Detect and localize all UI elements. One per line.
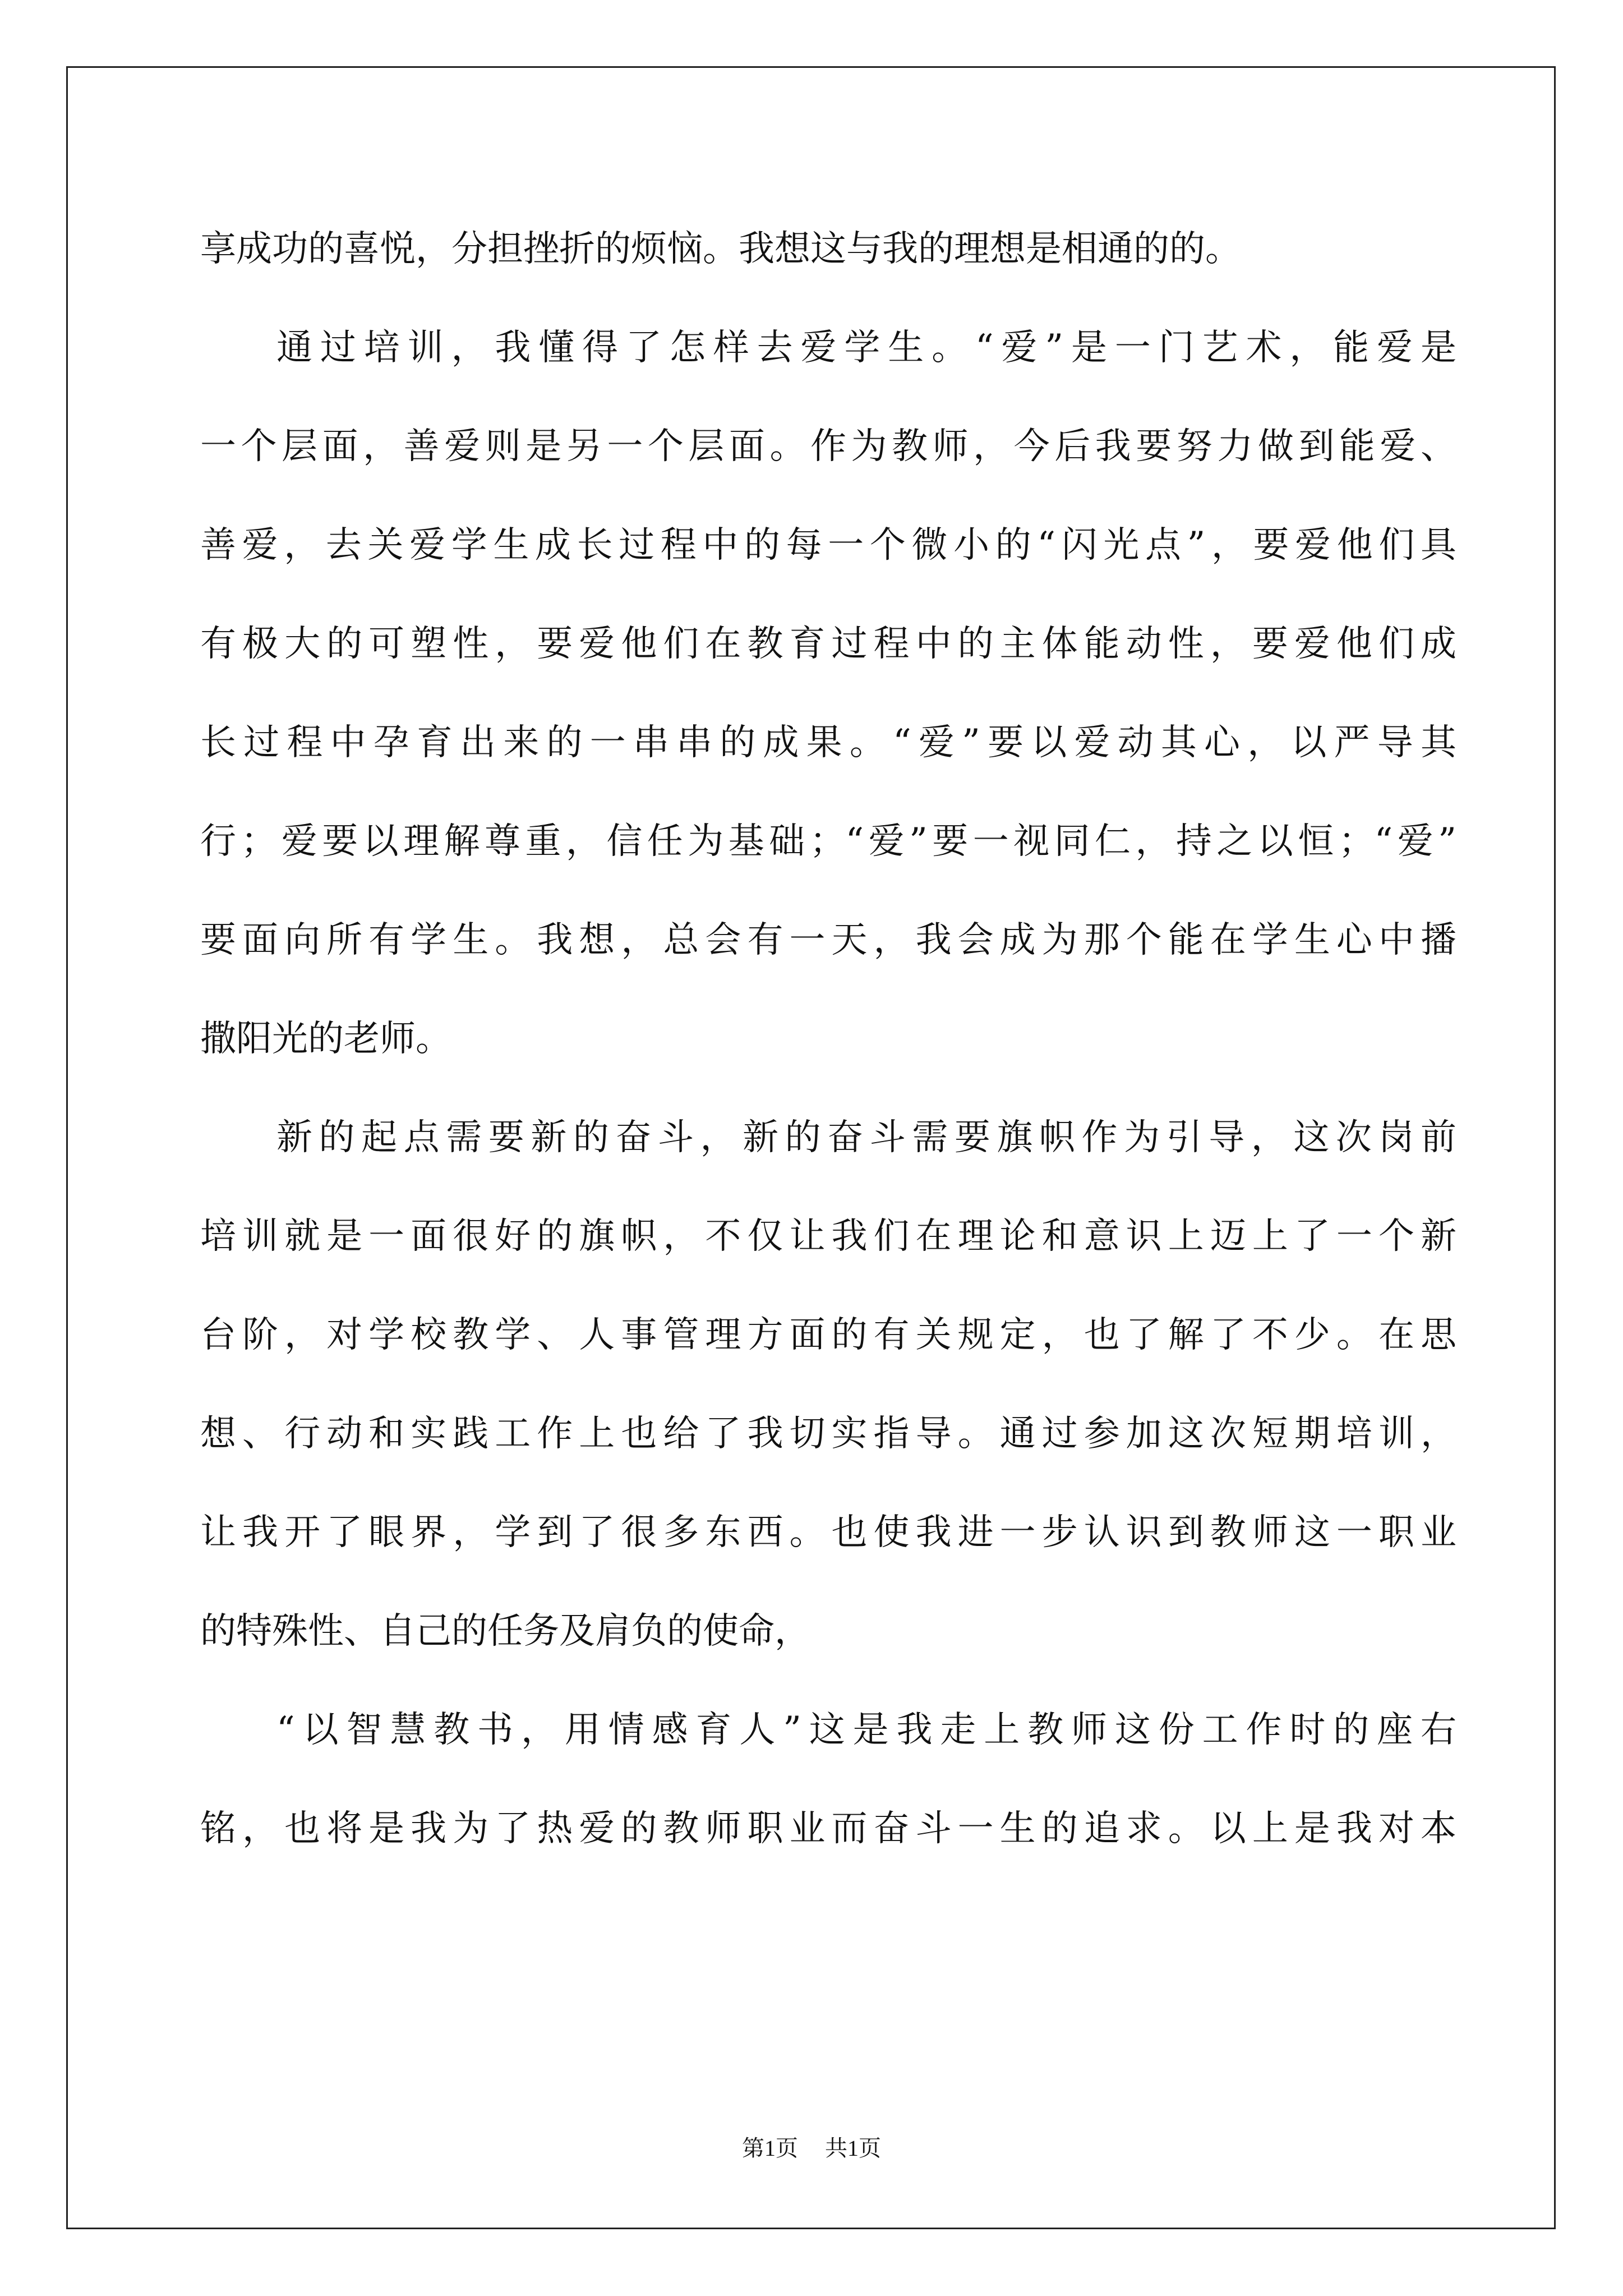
text-line: 铭，也将是我为了热爱的教师职业而奋斗一生的追求。以上是我对本 xyxy=(200,1808,1456,1849)
text-line: 要面向所有学生。我想，总会有一天，我会成为那个能在学生心中播 xyxy=(200,919,1456,961)
page-total: 共1页 xyxy=(825,2136,881,2161)
document-body xyxy=(200,200,1456,1878)
text-line: 长过程中孕育出来的一串串的成果。“爱”要以爱动其心，以严导其 xyxy=(200,722,1456,763)
text-line: 有极大的可塑性，要爱他们在教育过程中的主体能动性，要爱他们成 xyxy=(200,623,1456,665)
text-line: 培训就是一面很好的旗帜，不仅让我们在理论和意识上迈上了一个新 xyxy=(200,1216,1456,1257)
page-footer xyxy=(0,2134,1623,2162)
text-line: 善爱，去关爱学生成长过程中的每一个微小的“闪光点”，要爱他们具 xyxy=(200,524,1456,566)
text-line: 的特殊性、自己的任务及肩负的使命， xyxy=(200,1611,810,1652)
text-line: 享成功的喜悦，分担挫折的烦恼。我想这与我的理想是相通的的。 xyxy=(200,228,1241,270)
text-line: 想、行动和实践工作上也给了我切实指导。通过参加这次短期培训， xyxy=(200,1413,1456,1455)
text-line: 通过培训，我懂得了怎样去爱学生。“爱”是一门艺术，能爱是 xyxy=(276,327,1456,369)
text-line: 让我开了眼界，学到了很多东西。也使我进一步认识到教师这一职业 xyxy=(200,1512,1456,1553)
text-line: 新的起点需要新的奋斗，新的奋斗需要旗帜作为引导，这次岗前 xyxy=(276,1117,1456,1158)
text-line: 撒阳光的老师。 xyxy=(200,1018,451,1060)
text-line: 台阶，对学校教学、人事管理方面的有关规定，也了解了不少。在思 xyxy=(200,1314,1456,1356)
text-line: 行；爱要以理解尊重，信任为基础；“爱”要一视同仁，持之以恒；“爱” xyxy=(200,821,1456,862)
page-number: 第1页 xyxy=(742,2136,798,2161)
text-line: “以智慧教书，用情感育人”这是我走上教师这份工作时的座右 xyxy=(276,1709,1456,1751)
text-line: 一个层面，善爱则是另一个层面。作为教师，今后我要努力做到能爱、 xyxy=(200,426,1456,467)
